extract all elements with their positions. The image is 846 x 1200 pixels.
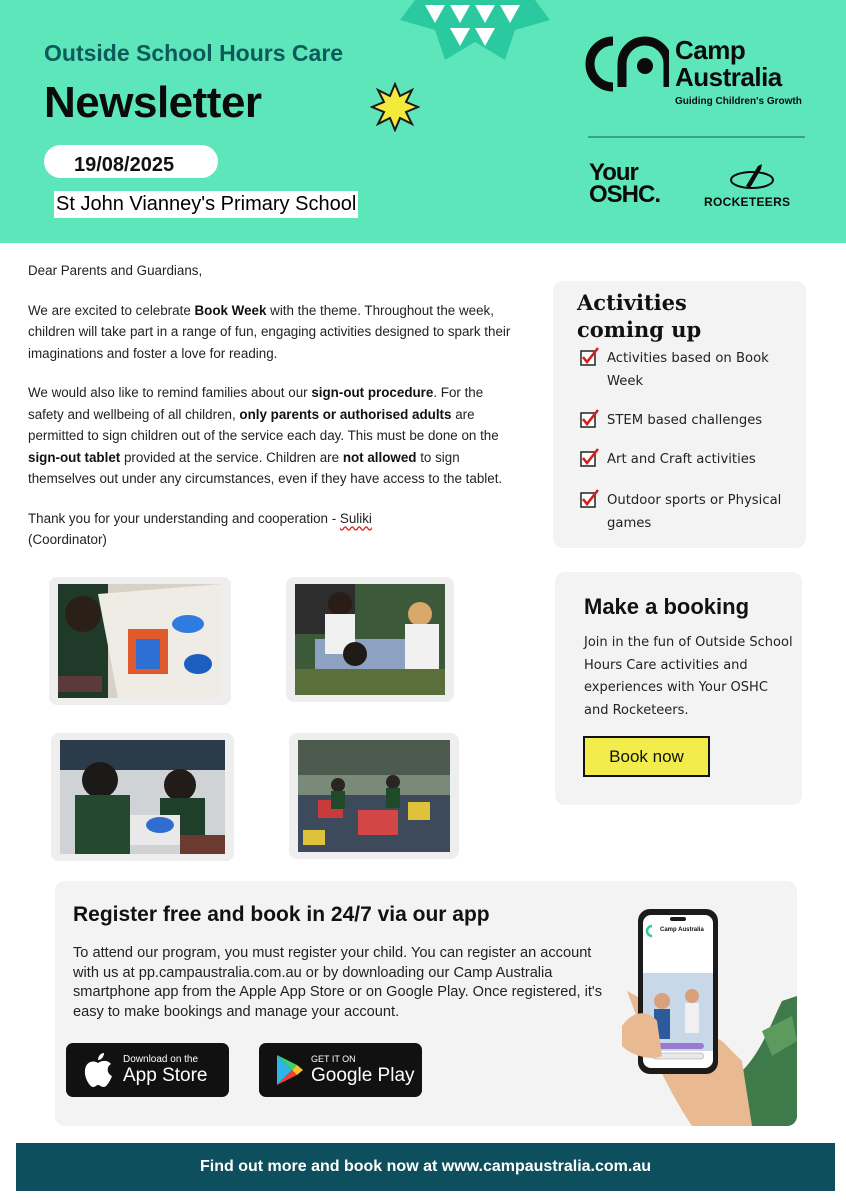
list-item: Art and Craft activities — [580, 448, 800, 471]
brand-name: Camp Australia — [675, 35, 782, 92]
activity-photo-painting — [49, 577, 231, 705]
checkbox-checked-icon — [580, 448, 600, 468]
letter-paragraph-2: We would also like to remind families about our sign-out procedure. For the safety and wellbeing of all children, only parents or authorised adults are permitted to sign children out of the service each day. This must be done on the sign-out tablet provided at the service. Children are not allowed to sign themselves out under any circumstances, even if they have access to the tablet. — [28, 385, 503, 486]
app-store-button[interactable] — [66, 1043, 229, 1097]
letter-greeting: Dear Parents and Guardians, — [28, 263, 203, 278]
rocketeers-logo: ROCKETEERS — [704, 195, 791, 209]
brand-tagline: Guiding Children's Growth — [675, 96, 802, 107]
apple-icon — [82, 1051, 114, 1089]
book-now-button[interactable]: Book now — [583, 736, 710, 777]
app-promo-section — [55, 881, 797, 1126]
letter-signoff: Thank you for your understanding and cooperation - Suliki (Coordinator) — [28, 510, 372, 547]
checkbox-checked-icon — [580, 347, 600, 367]
page-title: Newsletter — [44, 78, 262, 127]
newsletter-header — [0, 0, 846, 243]
sun-icon — [370, 82, 420, 132]
app-store-label: App Store — [123, 1065, 208, 1086]
google-play-label: Google Play — [311, 1065, 415, 1086]
newsletter-date: 19/08/2025 — [44, 145, 218, 178]
list-item: Activities based on Book Week — [580, 347, 800, 393]
activities-list — [580, 347, 800, 535]
checkbox-checked-icon — [580, 489, 600, 509]
activities-card — [553, 281, 806, 548]
activities-title: Activities coming up — [577, 290, 702, 342]
activity-photo-drawing — [51, 733, 234, 861]
google-play-button[interactable] — [259, 1043, 422, 1097]
google-play-small-text: GET IT ON — [311, 1054, 356, 1064]
header-divider — [588, 136, 805, 138]
school-name: St John Vianney's Primary School — [54, 191, 358, 218]
your-oshc-logo: Your OSHC. — [589, 159, 661, 208]
app-text: To attend our program, you must register your child. You can register an account with us at pp.campaustralia.com.au or by downloading our Camp Australia smartphone app from the Apple App Store or on Google Play. Once registered, it's easy to make bookings and manage your account. — [73, 945, 603, 1020]
google-play-icon — [275, 1054, 305, 1086]
checkbox-checked-icon — [580, 409, 600, 429]
booking-title: Make a booking — [584, 594, 750, 619]
letter-body — [28, 260, 514, 569]
phone-brand-text: Camp Australia — [660, 927, 704, 933]
activity-photo-classroom — [289, 733, 459, 859]
footer-banner[interactable]: Find out more and book now at www.campaustralia.com.au — [16, 1143, 835, 1191]
rocket-icon — [728, 160, 776, 194]
phone-in-hand-illustration — [622, 881, 797, 1126]
booking-card — [555, 572, 802, 805]
list-item: STEM based challenges — [580, 409, 800, 432]
starburst-decoration — [395, 0, 555, 85]
letter-paragraph-1: We are excited to celebrate Book Week with the theme. Throughout the week, children will take part in a range of fun, engaging activities designed to spark their imaginations and foster a love for reading. — [28, 302, 511, 361]
app-title: Register free and book in 24/7 via our app — [73, 903, 490, 926]
booking-text: Join in the fun of Outside School Hours Care activities and experiences with Your OSHC and Rocketeers. — [584, 635, 793, 718]
list-item: Outdoor sports or Physical games — [580, 489, 800, 535]
header-subtitle: Outside School Hours Care — [44, 40, 344, 66]
camp-australia-logo-icon — [585, 36, 669, 92]
activity-photo-group — [286, 577, 454, 702]
app-store-small-text: Download on the — [123, 1054, 199, 1065]
